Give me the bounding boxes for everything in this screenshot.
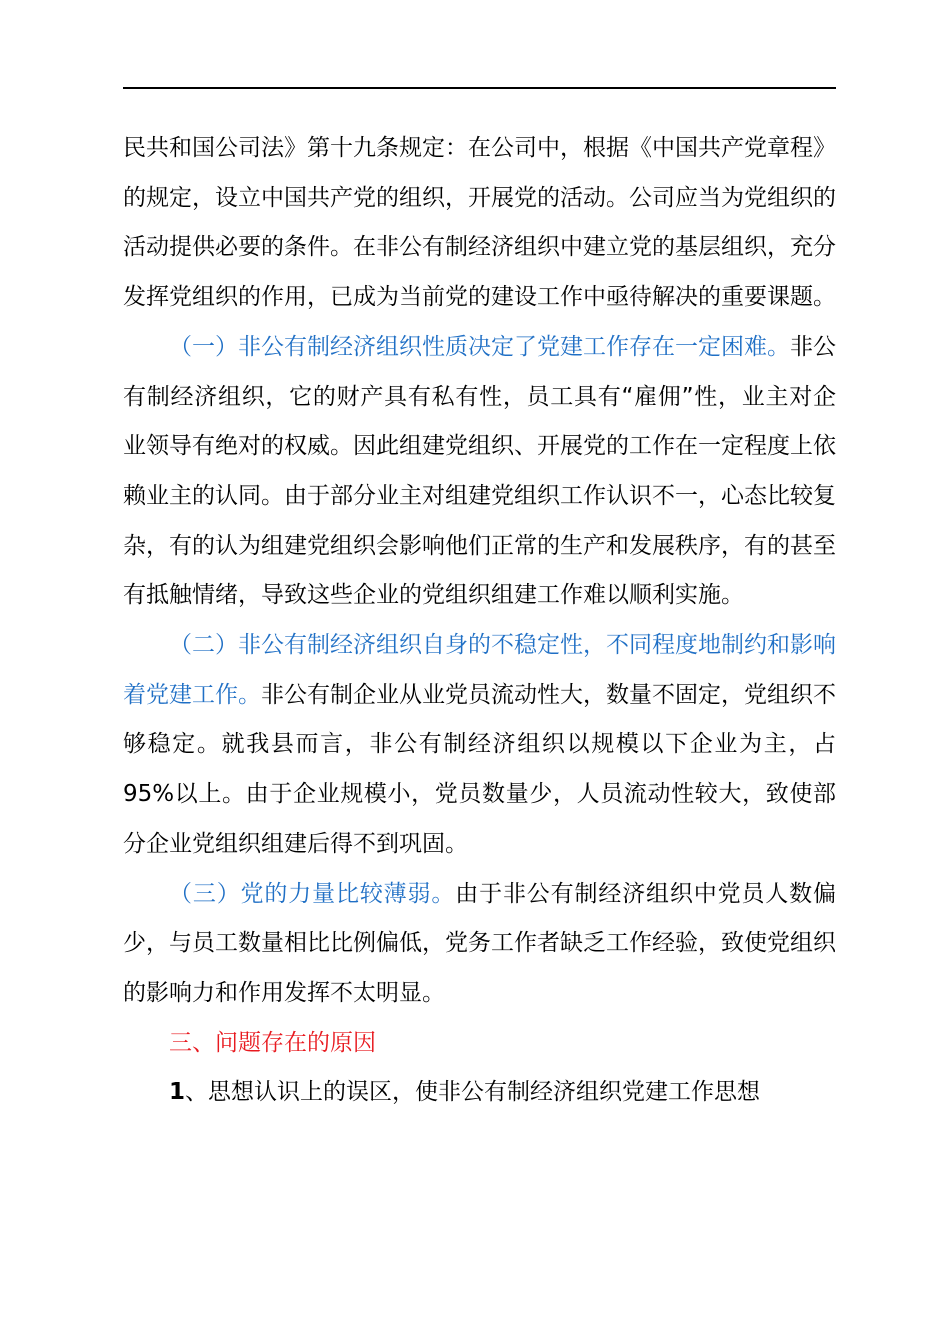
paragraph-cause-one xyxy=(123,1068,836,1118)
document-body xyxy=(123,124,836,1118)
paragraph-weak-strength xyxy=(123,870,836,1019)
subheading-three: （三）党的力量比较薄弱。 xyxy=(169,880,456,907)
paragraph-body: 非公有制经济组织，它的财产具有私有性，员工具有“雇佣”性，业主对企业领导有绝对的权威。因此组建党组织、开展党的工作在一定程度上依赖业主的认同。由于部分业主对组建党组织工作认识不一，心态比较复杂，有的认为组建党组织会影响他们正常的生产和发展秩序，有的甚至有抵触情绪，导致这些企业的党组织组建工作难以顺利实施。 xyxy=(123,333,836,609)
paragraph-nature-difficulty xyxy=(123,323,836,621)
subheading-one: （一）非公有制经济组织性质决定了党建工作存在一定困难。 xyxy=(169,333,790,360)
header-rule xyxy=(123,87,836,89)
section-title-causes: 三、问题存在的原因 xyxy=(169,1029,376,1056)
paragraph-instability xyxy=(123,621,836,870)
subheading-two: （二）非公有制经济组织自身的不稳定性，不同程度地制约和影响着党建工作。 xyxy=(123,632,836,708)
paragraph-body: 、思想认识上的误区，使非公有制经济组织党建工作思想 xyxy=(185,1079,761,1106)
paragraph-body: 由于非公有制经济组织中党员人数偏少，与员工数量相比比例偏低，党务工作者缺乏工作经验，致使党组织的影响力和作用发挥不太明显。 xyxy=(123,880,837,1006)
paragraph-body: 非公有制企业从业党员流动性大，数量不固定，党组织不够稳定。就我县而言，非公有制经济组织以规模以下企业为主，占95%以上。由于企业规模小，党员数量少，人员流动性较大，致使部分企业党组织组建后得不到巩固。 xyxy=(123,681,836,857)
paragraph-company-law: 民共和国公司法》第十九条规定：在公司中，根据《中国共产党章程》的规定，设立中国共产党的组织，开展党的活动。公司应当为党组织的活动提供必要的条件。在非公有制经济组织中建立党的基层组织，充分发挥党组织的作用，已成为当前党的建设工作中亟待解决的重要课题。 xyxy=(123,135,836,311)
list-number: 1 xyxy=(169,1079,186,1106)
